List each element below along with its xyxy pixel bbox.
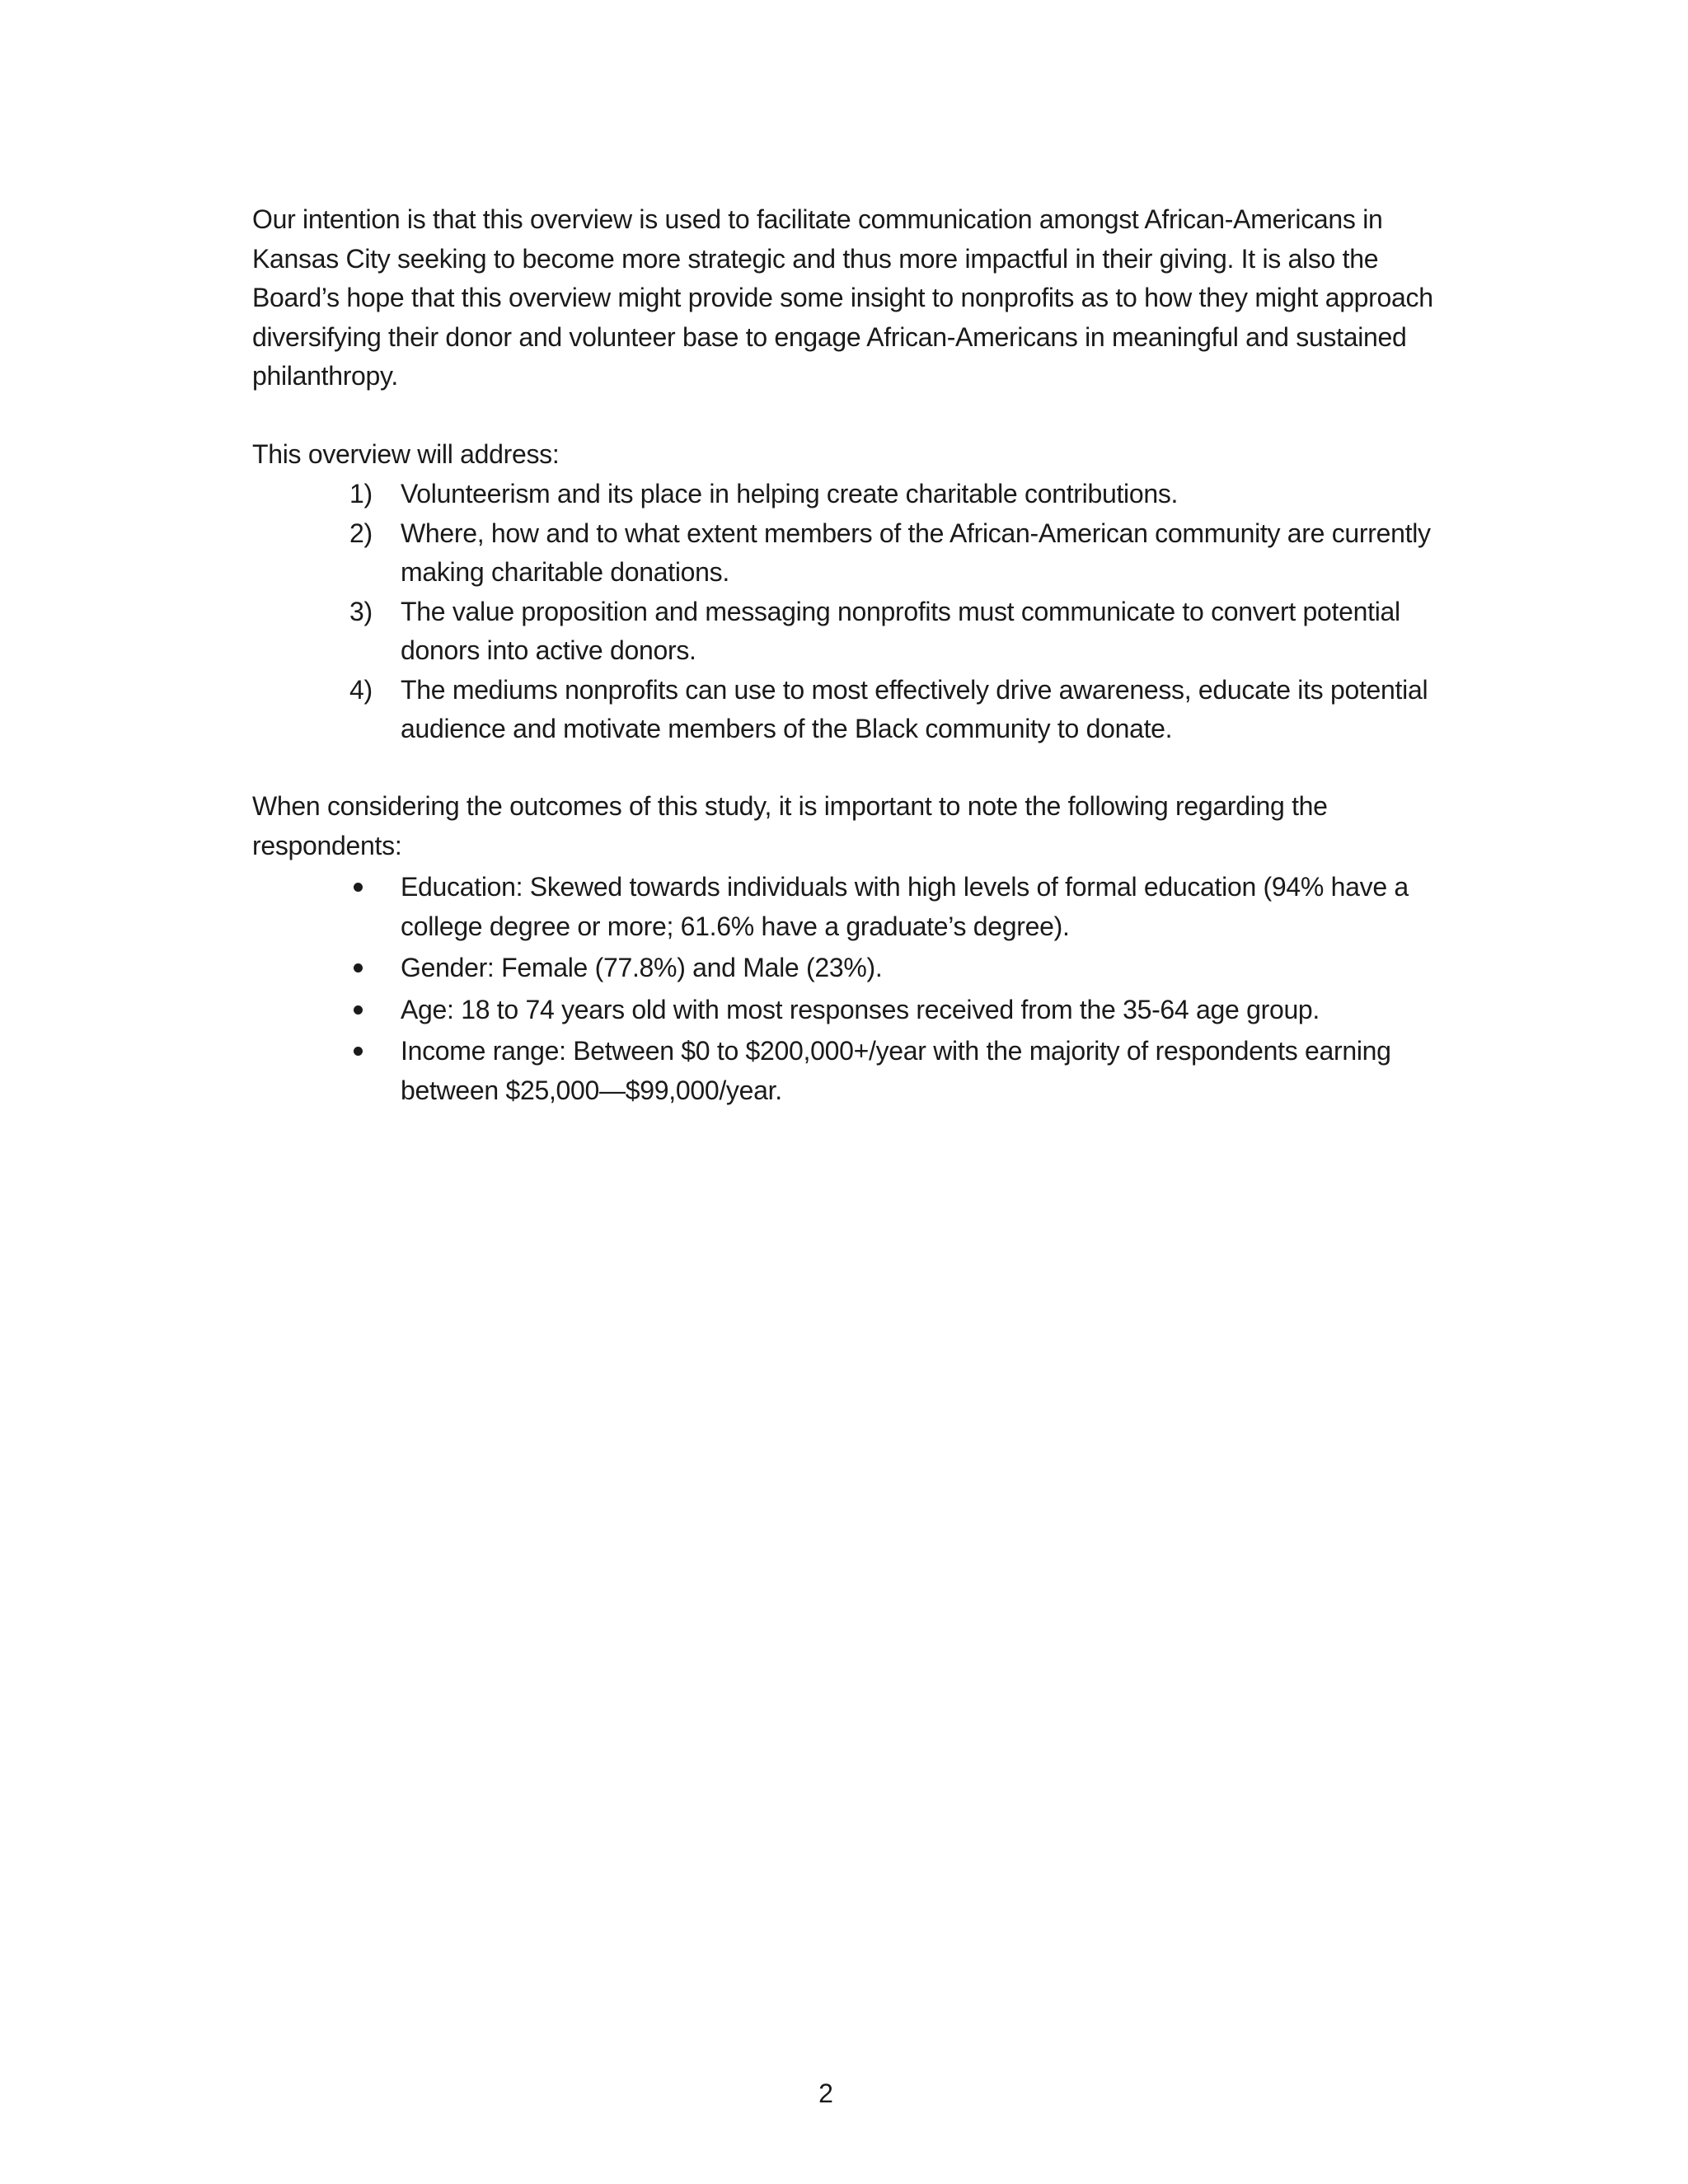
bullet-icon [354,1005,363,1015]
list-item [252,868,1439,946]
list-item-text: The mediums nonprofits can use to most effectively drive awareness, educate its potential audience and motivate members of the Black community to donate. [401,674,1428,743]
list-item-text: Income range: Between $0 to $200,000+/year with the majority of respondents earning between $25,000—$99,000/year. [401,1036,1391,1105]
list-item [252,475,1439,514]
list-item-text: Where, how and to what extent members of the African-American community are currently making charitable donations. [401,518,1431,587]
list-item [252,1032,1439,1110]
list-item-text: Age: 18 to 74 years old with most responses received from the 35-64 age group. [401,994,1320,1024]
list-item [252,593,1439,671]
list-item-text: The value proposition and messaging nonprofits must communicate to convert potential donors into active donors. [401,596,1400,665]
bullet-icon [354,963,363,972]
intro-paragraph: Our intention is that this overview is used to facilitate communication amongst African-Americans in Kansas City seeking to become more strategic and thus more impactful in their giving. It is also the Board’s hope that this overview might provide some insight to nonprofits as to how they might approach diversifying their donor and volunteer base to engage African-Americans in meaningful and sustained philanthropy. [252,204,1433,391]
respondents-bullet-list [252,868,1439,1113]
list-item [252,949,1439,988]
address-numbered-list [252,475,1439,749]
bullet-icon [354,1047,363,1056]
list-item-number: 4) [349,674,373,705]
bullet-icon [354,883,363,892]
list-item-number: 2) [349,518,373,548]
list-item-text: Gender: Female (77.8%) and Male (23%). [401,953,883,982]
list-item [252,671,1439,749]
list-item [252,991,1439,1030]
list-item-number: 3) [349,596,373,626]
address-heading: This overview will address: [252,439,560,469]
list-item-text: Volunteerism and its place in helping create charitable contributions. [401,479,1179,509]
list-item-number: 1) [349,479,373,509]
page-number: 2 [818,2079,833,2108]
list-item-text: Education: Skewed towards individuals with high levels of formal education (94% have a college degree or more; 61.6% have a graduate’s degree). [401,872,1409,941]
considering-paragraph: When considering the outcomes of this study, it is important to note the following regarding the respondents: [252,791,1328,860]
list-item [252,514,1439,593]
